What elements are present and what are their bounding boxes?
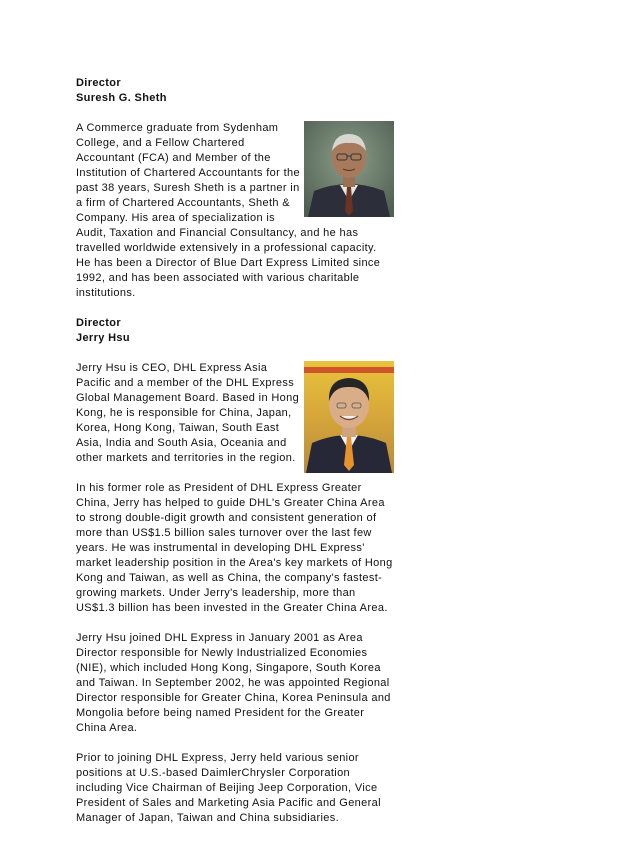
director-name: Suresh G. Sheth bbox=[76, 92, 167, 104]
director-name: Jerry Hsu bbox=[76, 332, 130, 344]
bio-paragraph: A Commerce graduate from Sydenham College, and a Fellow Chartered Accountant (FCA) and Member of the Institution of Chartered Accountants for the past 38 years, Suresh Sheth is a partner in a firm of Chartered Accountants, Sheth & Company. His area of specialization is Audit, Taxation and Financial Consultancy, and he has travelled worldwide extensively in a professional capacity. He has been a Director of Blue Dart Express Limited since 1992, and has been associated with various charitable institutions. bbox=[76, 122, 381, 299]
profile-suresh-sheth bbox=[76, 76, 394, 301]
profile-jerry-hsu bbox=[76, 316, 394, 826]
director-profiles bbox=[76, 76, 394, 841]
bio-paragraph: Prior to joining DHL Express, Jerry held various senior positions at U.S.-based DaimlerChrysler Corporation including Vice Chairman of Beijing Jeep Corporation, Vice President of Sales and Marketing Asia Pacific and General Manager of Japan, Taiwan and China subsidiaries. bbox=[76, 752, 381, 824]
role-heading: Director bbox=[76, 77, 121, 89]
bio-paragraph: Jerry Hsu is CEO, DHL Express Asia Pacific and a member of the DHL Express Global Management Board. Based in Hong Kong, he is responsible for China, Japan, Korea, Hong Kong, Taiwan, South East Asia, India and South Asia, Oceania and other markets and territories in the region. bbox=[76, 362, 300, 464]
bio-paragraph: Jerry Hsu joined DHL Express in January 2001 as Area Director responsible for Newly Industrialized Economies (NIE), which included Hong Kong, Singapore, South Korea and Taiwan. In September 2002, he was appointed Regional Director responsible for Greater China, Korea Peninsula and Mongolia before being named President for the Greater China Area. bbox=[76, 632, 391, 734]
portrait-photo-sheth bbox=[304, 121, 394, 217]
portrait-photo-hsu bbox=[304, 361, 394, 473]
role-heading: Director bbox=[76, 317, 121, 329]
bio-paragraph: In his former role as President of DHL Express Greater China, Jerry has helped to guide DHL's Greater China Area to strong double-digit growth and consistent generation of more than US$1.5 billion sales turnover over the last few years. He was instrumental in developing DHL Express' market leadership position in the Area's key markets of Hong Kong and Taiwan, as well as China, the company's fastest-growing markets. Under Jerry's leadership, more than US$1.3 billion has been invested in the Greater China Area. bbox=[76, 482, 393, 614]
